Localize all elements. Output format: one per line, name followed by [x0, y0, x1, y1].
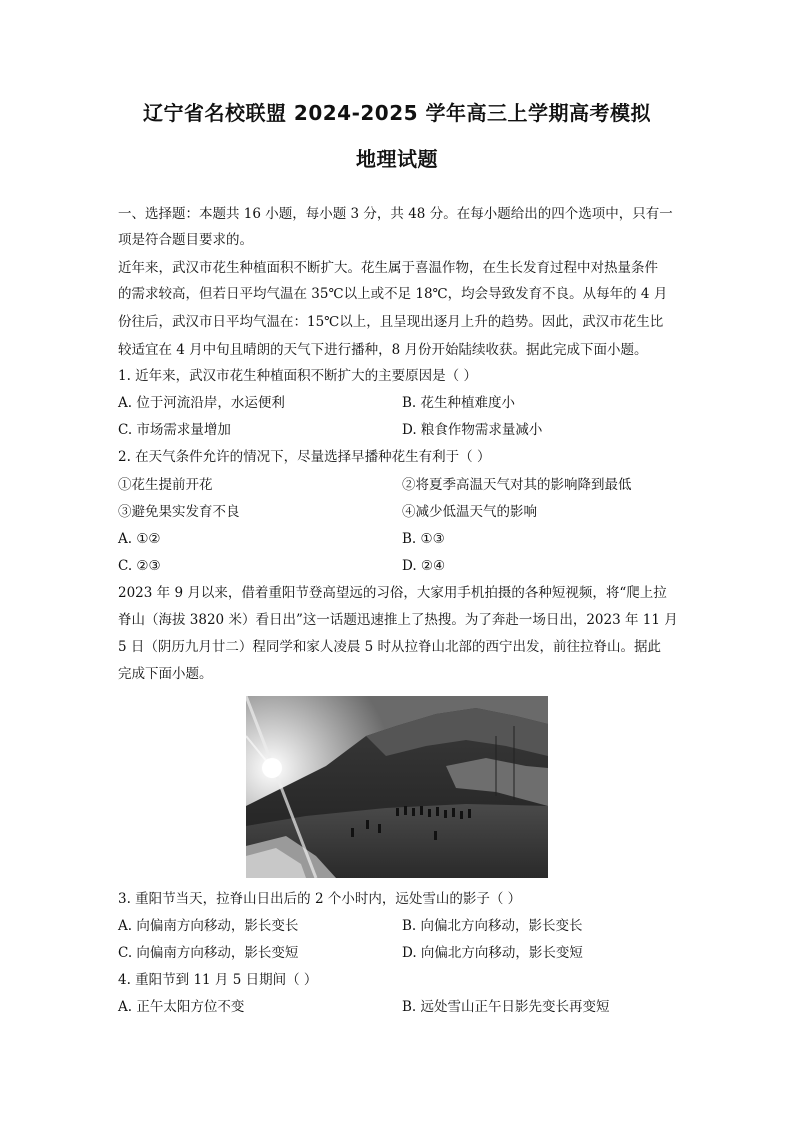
q2-item-2: ②将夏季高温天气对其的影响降到最低: [402, 477, 632, 493]
question-1-stem: 1. 近年来，武汉市花生种植面积不断扩大的主要原因是（ ）: [118, 368, 477, 384]
exam-subject: 地理试题: [356, 147, 438, 171]
q2-option-b: B. ①③: [402, 531, 445, 547]
section-intro: 一、选择题：本题共 16 小题，每小题 3 分，共 48 分。在每小题给出的四个选项中，只有一: [118, 206, 673, 222]
question-4-stem: 4. 重阳节到 11 月 5 日期间（ ）: [118, 972, 318, 988]
q2-item-3: ③避免果实发育不良: [118, 504, 240, 520]
passage1-line: 份往后，武汉市日平均气温在：15℃以上，且呈现出逐月上升的趋势。因此，武汉市花生比: [118, 314, 664, 330]
mountain-sunrise-photo: [246, 696, 548, 878]
q4-option-a: A. 正午太阳方位不变: [118, 999, 245, 1015]
passage2-line: 2023 年 9 月以来，借着重阳节登高望远的习俗，大家用手机拍摄的各种短视频，将“爬上拉: [118, 585, 667, 601]
question-2-stem: 2. 在天气条件允许的情况下，尽量选择早播种花生有利于（ ）: [118, 449, 491, 465]
question-3-stem: 3. 重阳节当天，拉脊山日出后的 2 个小时内，远处雪山的影子（ ）: [118, 891, 522, 907]
q3-option-a: A. 向偏南方向移动，影长变长: [118, 918, 299, 934]
q2-item-4: ④减少低温天气的影响: [402, 504, 537, 520]
passage2-line: 5 日（阴历九月廿二）程同学和家人凌晨 5 时从拉脊山北部的西宁出发，前往拉脊山。据此: [118, 639, 662, 655]
q3-option-c: C. 向偏南方向移动，影长变短: [118, 945, 299, 961]
q2-option-c: C. ②③: [118, 558, 161, 574]
q1-option-c: C. 市场需求量增加: [118, 422, 231, 438]
q2-item-1: ①花生提前开花: [118, 477, 213, 493]
q1-option-a: A. 位于河流沿岸，水运便利: [118, 395, 285, 411]
q3-option-b: B. 向偏北方向移动，影长变长: [402, 918, 583, 934]
q3-option-d: D. 向偏北方向移动，影长变短: [402, 945, 583, 961]
passage2-line: 完成下面小题。: [118, 666, 213, 682]
q1-option-d: D. 粮食作物需求量减小: [402, 422, 543, 438]
q4-option-b: B. 远处雪山正午日影先变长再变短: [402, 999, 610, 1015]
section-intro-cont: 项是符合题目要求的。: [118, 232, 253, 248]
passage1-line: 的需求较高，但若日平均气温在 35℃以上或不足 18℃，均会导致发育不良。从每年的 4 月: [118, 286, 668, 302]
mountain-sunrise-illustration: [246, 696, 548, 878]
passage1-line: 近年来，武汉市花生种植面积不断扩大。花生属于喜温作物，在生长发育过程中对热量条件: [118, 260, 658, 276]
exam-title: 辽宁省名校联盟 2024-2025 学年高三上学期高考模拟: [142, 101, 652, 125]
q2-option-d: D. ②④: [402, 558, 446, 574]
passage1-line: 较适宜在 4 月中旬且晴朗的天气下进行播种，8 月份开始陆续收获。据此完成下面小题。: [118, 342, 648, 358]
q1-option-b: B. 花生种植难度小: [402, 395, 516, 411]
passage2-line: 脊山（海拔 3820 米）看日出”这一话题迅速推上了热搜。为了奔赴一场日出，2023 年 11 月: [118, 612, 678, 628]
q2-option-a: A. ①②: [118, 531, 161, 547]
